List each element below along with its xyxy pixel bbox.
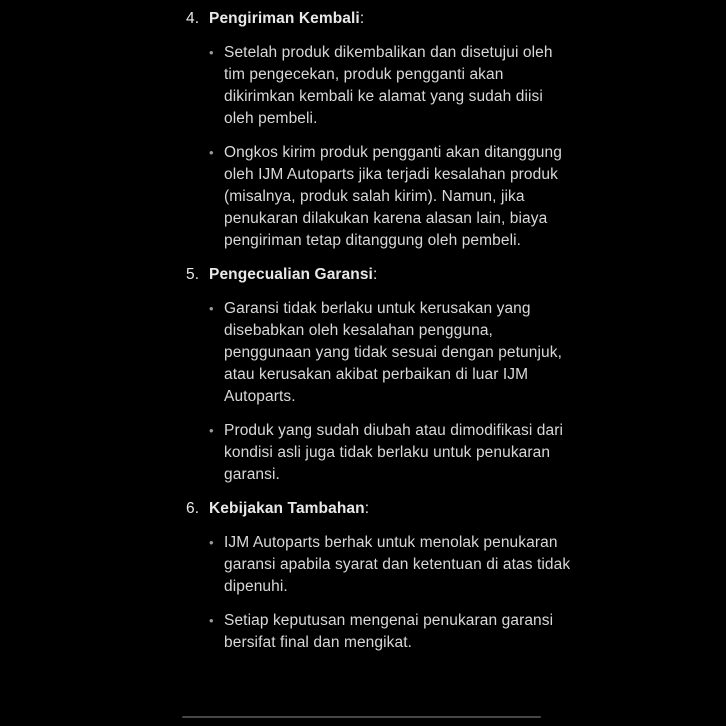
bullet-marker: • <box>209 301 214 316</box>
bottom-divider <box>182 716 541 718</box>
bullet-item <box>209 298 572 408</box>
bullet-text: Ongkos kirim produk pengganti akan ditanggung oleh IJM Autoparts jika terjadi kesalahan produk (misalnya, produk salah kirim). Namun, jika penukaran dilakukan karena alasan lain, biaya pengiriman tetap ditanggung oleh pembeli. <box>224 144 562 249</box>
policy-section-6 <box>186 498 572 654</box>
bullet-marker: • <box>209 535 214 550</box>
bullet-marker: • <box>209 613 214 628</box>
section-heading-text <box>209 8 364 30</box>
bullet-text: Setelah produk dikembalikan dan disetujui oleh tim pengecekan, produk pengganti akan dikirimkan kembali ke alamat yang sudah diisi oleh pembeli. <box>224 44 553 127</box>
bullet-item <box>209 420 572 486</box>
bullet-item <box>209 610 572 654</box>
section-colon: : <box>359 10 365 27</box>
bullet-text: Setiap keputusan mengenai penukaran garansi bersifat final dan mengikat. <box>224 612 554 651</box>
bullet-list <box>209 42 572 252</box>
bullet-item <box>209 532 572 598</box>
section-heading-text <box>209 498 369 520</box>
section-colon: : <box>364 500 370 517</box>
section-title: Pengiriman Kembali <box>209 10 360 27</box>
policy-section-5 <box>186 264 572 486</box>
section-heading <box>186 498 572 520</box>
bullet-item <box>209 42 572 130</box>
bullet-text: IJM Autoparts berhak untuk menolak penukaran garansi apabila syarat dan ketentuan di atas tidak dipenuhi. <box>224 534 571 595</box>
section-heading <box>186 264 572 286</box>
bullet-marker: • <box>209 45 214 60</box>
section-number: 4. <box>186 10 200 27</box>
bullet-text: Produk yang sudah diubah atau dimodifikasi dari kondisi asli juga tidak berlaku untuk penukaran garansi. <box>224 422 564 483</box>
bullet-marker: • <box>209 423 214 438</box>
bullet-list <box>209 298 572 486</box>
section-colon: : <box>372 266 378 283</box>
bullet-list <box>209 532 572 654</box>
section-heading <box>186 8 572 30</box>
section-title: Kebijakan Tambahan <box>209 500 365 517</box>
policy-document <box>186 8 572 666</box>
section-title: Pengecualian Garansi <box>209 266 373 283</box>
bullet-item <box>209 142 572 252</box>
bullet-text: Garansi tidak berlaku untuk kerusakan yang disebabkan oleh kesalahan pengguna, penggunaan yang tidak sesuai dengan petunjuk, atau kerusakan akibat perbaikan di luar IJM Autoparts. <box>224 300 563 405</box>
section-heading-text <box>209 264 377 286</box>
policy-section-4 <box>186 8 572 252</box>
section-number: 6. <box>186 500 200 517</box>
bullet-marker: • <box>209 145 214 160</box>
section-number: 5. <box>186 266 200 283</box>
